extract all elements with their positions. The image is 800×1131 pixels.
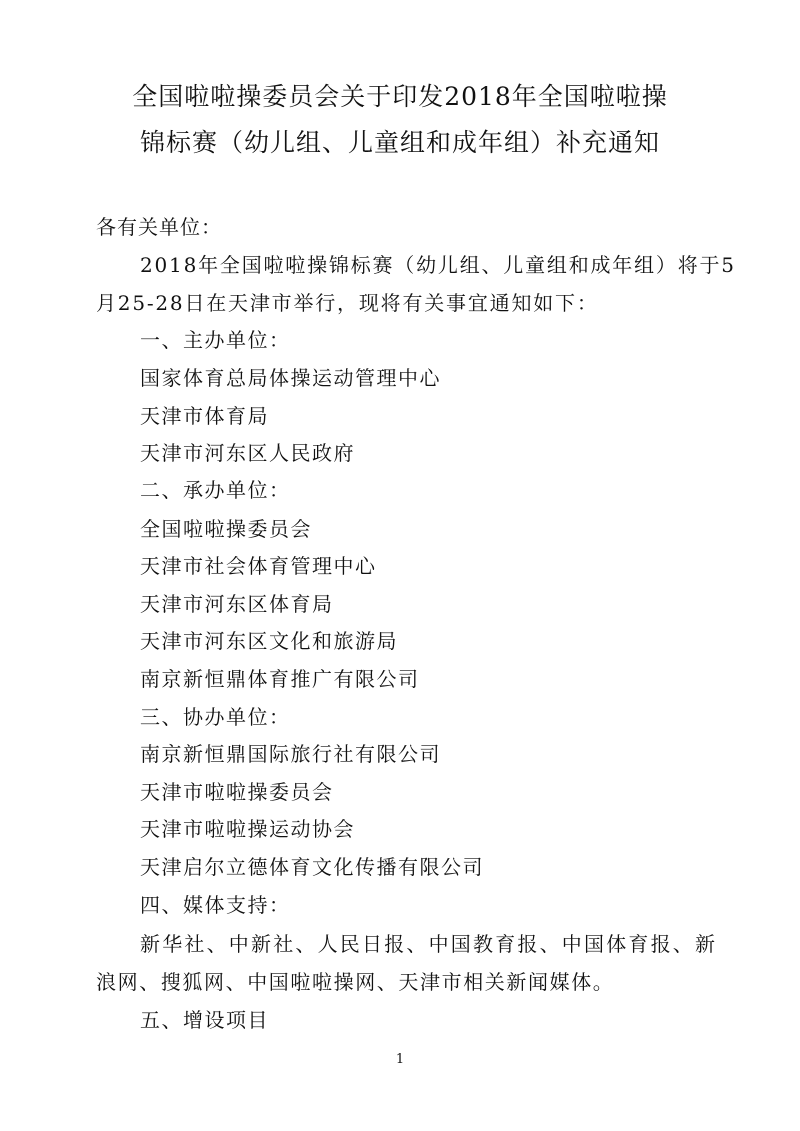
list-item: 天津市社会体育管理中心 <box>140 554 377 578</box>
media-line-2: 浪网、搜狐网、中国啦啦操网、天津市相关新闻媒体。 <box>96 970 615 994</box>
intro-line-2: 月25-28日在天津市举行，现将有关事宜通知如下： <box>96 291 599 315</box>
list-item: 天津市啦啦操运动协会 <box>140 817 355 841</box>
intro-line-1: 2018年全国啦啦操锦标赛（幼儿组、儿童组和成年组）将于5 <box>140 253 736 277</box>
section-heading-co-organizers: 三、协办单位： <box>140 705 291 729</box>
page-number: 1 <box>395 1052 405 1067</box>
section-heading-additional-events: 五、增设项目 <box>140 1008 269 1032</box>
section-heading-organizers: 一、主办单位： <box>140 328 291 352</box>
list-item: 南京新恒鼎体育推广有限公司 <box>140 667 420 691</box>
section-heading-hosts: 二、承办单位： <box>140 478 291 502</box>
salutation: 各有关单位： <box>96 215 222 239</box>
section-heading-media: 四、媒体支持： <box>140 893 291 917</box>
list-item: 天津启尔立德体育文化传播有限公司 <box>140 855 484 879</box>
title-line-2: 锦标赛（幼儿组、儿童组和成年组）补充通知 <box>139 128 660 157</box>
list-item: 天津市河东区文化和旅游局 <box>140 629 398 653</box>
list-item: 天津市河东区体育局 <box>140 592 334 616</box>
list-item: 全国啦啦操委员会 <box>140 517 312 541</box>
title-line-1: 全国啦啦操委员会关于印发2018年全国啦啦操 <box>132 82 668 111</box>
media-line-1: 新华社、中新社、人民日报、中国教育报、中国体育报、新 <box>140 932 718 956</box>
list-item: 国家体育总局体操运动管理中心 <box>140 366 441 390</box>
list-item: 天津市体育局 <box>140 404 269 428</box>
list-item: 天津市啦啦操委员会 <box>140 780 334 804</box>
list-item: 天津市河东区人民政府 <box>140 441 355 465</box>
list-item: 南京新恒鼎国际旅行社有限公司 <box>140 742 441 766</box>
